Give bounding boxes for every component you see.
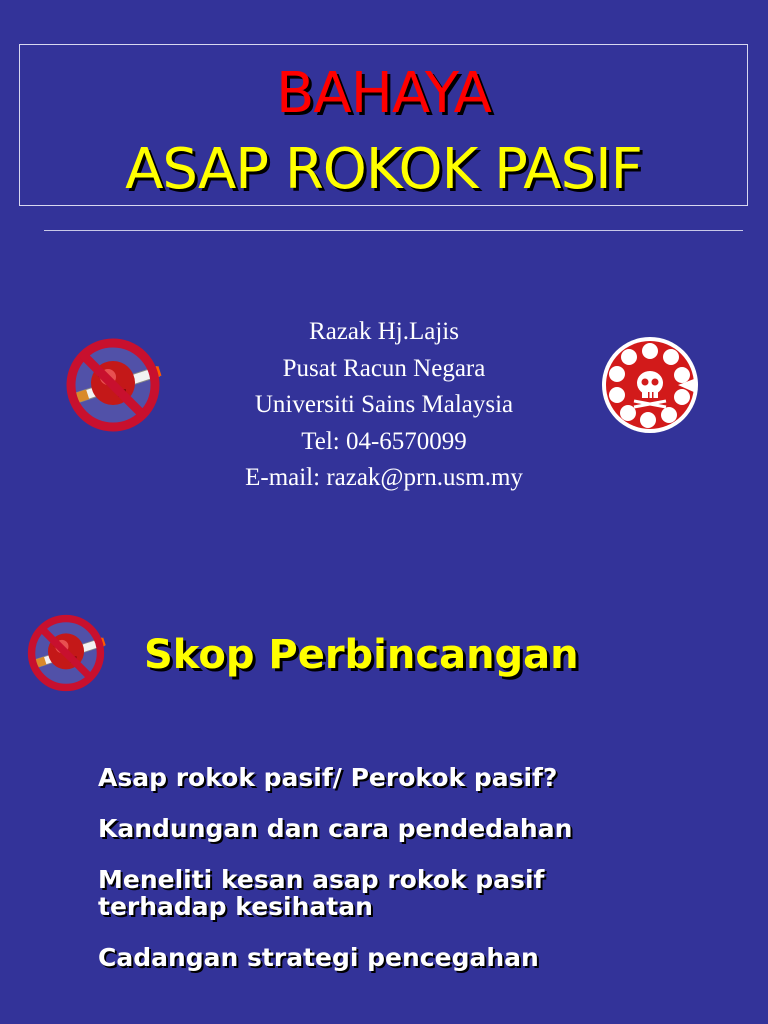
author-email: E-mail: razak@prn.usm.my <box>245 464 523 491</box>
slide-scope <box>0 512 768 1024</box>
list-item: Meneliti kesan asap rokok pasif terhadap kesihatan <box>98 865 545 921</box>
list-item: Cadangan strategi pencegahan <box>98 943 539 972</box>
scope-heading: Skop Perbincangan <box>144 632 579 678</box>
title-line-2: ASAP ROKOK PASIF <box>125 137 642 202</box>
list-item: Asap rokok pasif/ Perokok pasif? <box>98 763 558 792</box>
list-item: Kandungan dan cara pendedahan <box>98 814 573 843</box>
scope-list <box>98 764 738 995</box>
author-university: Universiti Sains Malaysia <box>254 391 514 418</box>
author-organization: Pusat Racun Negara <box>282 354 486 382</box>
author-tel: Tel: 04-6570099 <box>301 427 467 455</box>
title-line-1: BAHAYA <box>276 61 491 126</box>
no-smoking-icon <box>18 612 114 694</box>
author-name: Razak Hj.Lajis <box>309 318 459 345</box>
